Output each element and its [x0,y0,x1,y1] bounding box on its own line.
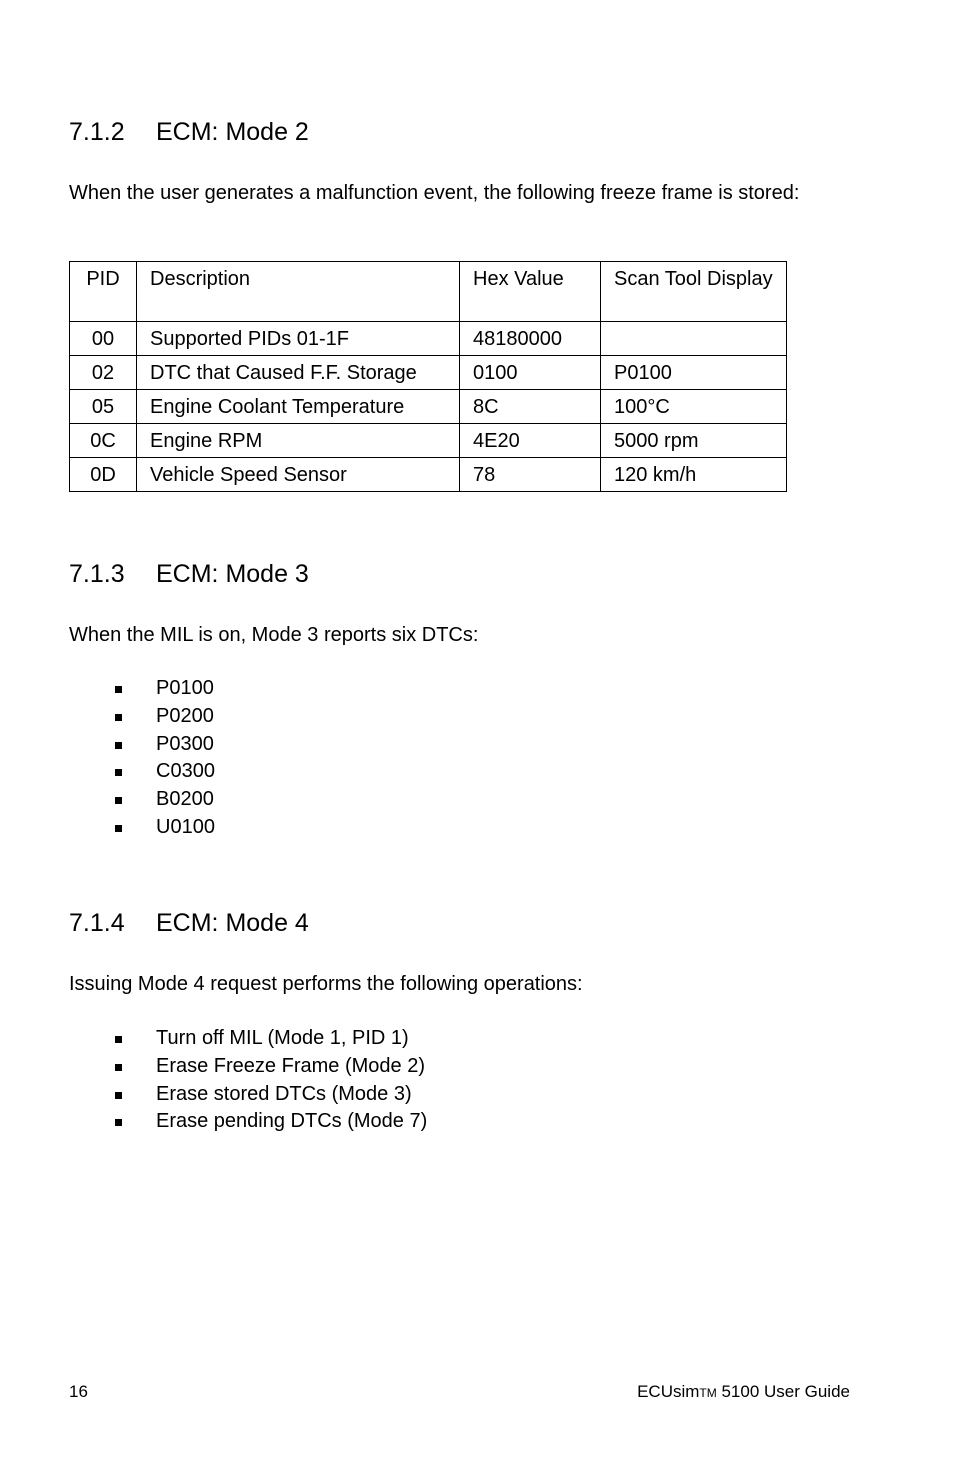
operation-text: Erase stored DTCs (Mode 3) [156,1082,412,1105]
mode4-intro: Issuing Mode 4 request performs the following operations: [69,973,583,995]
table-row [70,390,787,424]
cell-hex: 0100 [460,356,601,390]
mode3-intro: When the MIL is on, Mode 3 reports six DTCs: [69,624,479,646]
dtc-code: P0200 [156,704,214,727]
cell-description: Engine RPM [137,424,460,458]
operation-text: Turn off MIL (Mode 1, PID 1) [156,1027,409,1049]
table-row [70,322,787,356]
cell-pid: 05 [70,390,137,424]
cell-pid: 0C [70,424,137,458]
list-item [69,786,215,814]
square-bullet-icon [115,769,122,776]
square-bullet-icon [115,825,122,832]
cell-description: DTC that Caused F.F. Storage [137,356,460,390]
dtc-code: P0300 [156,732,214,755]
square-bullet-icon [115,797,122,804]
cell-scan [601,322,787,356]
cell-hex: 4E20 [460,424,601,458]
cell-scan: P0100 [601,356,787,390]
section-number: 7.1.2 [69,118,125,146]
section-title: ECM: Mode 4 [156,909,309,937]
guide-name: 5100 User Guide [716,1382,850,1401]
header-description: Description [137,262,460,322]
square-bullet-icon [115,742,122,749]
footer-guide-title [637,1380,850,1404]
section-number: 7.1.4 [69,909,125,937]
list-item [69,1108,427,1136]
operations-list [69,1025,427,1136]
list-item [69,1081,427,1109]
table-header-row [70,262,787,322]
table-row [70,424,787,458]
section-heading-7-1-2 [69,117,309,147]
header-scan-tool-display: Scan Tool Display [601,262,787,322]
section-heading-7-1-4 [69,908,309,938]
list-item [69,1025,427,1053]
cell-hex: 48180000 [460,322,601,356]
page-number: 16 [69,1382,88,1401]
cell-description: Vehicle Speed Sensor [137,458,460,492]
dtc-code: C0300 [156,760,215,783]
operation-text: Erase pending DTCs (Mode 7) [156,1110,428,1133]
operation-text: Erase Freeze Frame (Mode 2) [156,1054,425,1077]
list-item [69,1053,427,1081]
header-pid: PID [70,262,137,322]
dtc-code: P0100 [156,677,214,699]
cell-hex: 78 [460,458,601,492]
dtc-list [69,675,215,842]
product-name: ECUsim [637,1382,700,1401]
list-item [69,675,215,703]
square-bullet-icon [115,686,122,693]
list-item [69,814,215,842]
cell-description: Engine Coolant Temperature [137,390,460,424]
square-bullet-icon [115,1064,122,1071]
square-bullet-icon [115,1119,122,1126]
freeze-frame-table [69,261,787,492]
cell-pid: 0D [70,458,137,492]
cell-pid: 02 [70,356,137,390]
cell-pid: 00 [70,322,137,356]
square-bullet-icon [115,714,122,721]
cell-scan: 120 km/h [601,458,787,492]
dtc-code: B0200 [156,788,214,811]
cell-scan: 5000 rpm [601,424,787,458]
section-number: 7.1.3 [69,560,125,588]
trademark-mark: TM [699,1386,717,1400]
cell-scan: 100°C [601,390,787,424]
header-hex-value: Hex Value [460,262,601,322]
list-item [69,703,215,731]
mode2-intro: When the user generates a malfunction event, the following freeze frame is stored: [69,182,800,204]
section-title: ECM: Mode 3 [156,560,309,588]
cell-description: Supported PIDs 01-1F [137,322,460,356]
section-title: ECM: Mode 2 [156,118,309,146]
section-heading-7-1-3 [69,559,309,589]
square-bullet-icon [115,1036,122,1043]
dtc-code: U0100 [156,815,215,838]
table-row [70,356,787,390]
table-row [70,458,787,492]
square-bullet-icon [115,1092,122,1099]
list-item [69,731,215,759]
cell-hex: 8C [460,390,601,424]
list-item [69,758,215,786]
